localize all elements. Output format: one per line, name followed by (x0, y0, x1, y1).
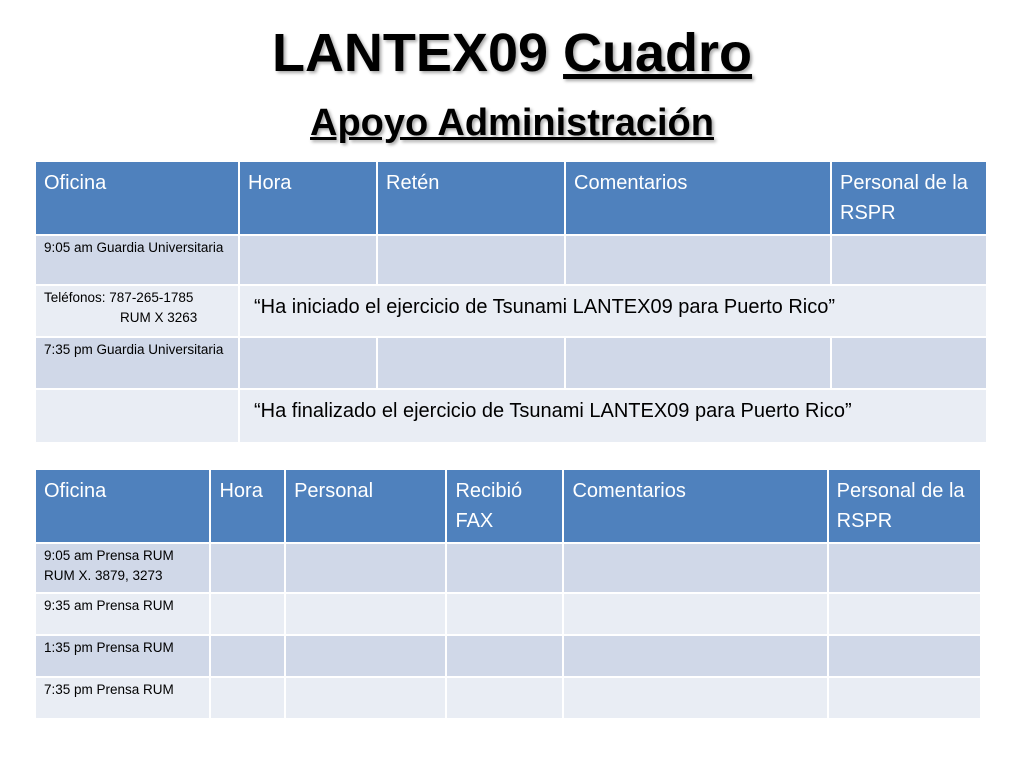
cell-reten (378, 338, 564, 388)
table-row (36, 636, 980, 676)
cell-recibio-fax (447, 678, 562, 718)
table-row (36, 236, 986, 284)
title-cuadro: Cuadro (563, 23, 753, 83)
cell-personal (286, 636, 445, 676)
cell-personal (286, 544, 445, 592)
header-reten: Retén (378, 162, 564, 234)
header-personal-rspr: Personal de la RSPR (829, 470, 980, 542)
cell-personal-rspr (829, 678, 980, 718)
table-row (36, 390, 986, 442)
cell-comentarios (564, 678, 826, 718)
header-personal: Personal (286, 470, 445, 542)
header-recibio-fax: Recibió FAX (447, 470, 562, 542)
page-title (0, 22, 1024, 84)
table-row (36, 544, 980, 592)
header-comentarios: Comentarios (566, 162, 830, 234)
cell-hora (240, 236, 376, 284)
cell-oficina: 7:35 pm Guardia Universitaria (36, 338, 238, 388)
header-oficina: Oficina (36, 162, 238, 234)
cell-comentarios (564, 594, 826, 634)
title-lantex: LANTEX09 (271, 23, 549, 83)
table-row (36, 338, 986, 388)
header-oficina: Oficina (36, 470, 209, 542)
page-subtitle: Apoyo Administración (310, 102, 714, 144)
cell-recibio-fax (447, 594, 562, 634)
cell-personal-rspr (832, 338, 986, 388)
telefonos-text: Teléfonos: 787-265-1785 (44, 290, 194, 305)
table-row (36, 594, 980, 634)
header-hora: Hora (240, 162, 376, 234)
cell-comentarios (566, 236, 830, 284)
cell-personal (286, 594, 445, 634)
extension-text: RUM X 3263 (120, 310, 198, 325)
cell-recibio-fax (447, 544, 562, 592)
cell-oficina: 1:35 pm Prensa RUM (36, 636, 209, 676)
cell-personal-rspr (829, 544, 980, 592)
table-row (36, 286, 986, 336)
cell-oficina: 9:35 am Prensa RUM (36, 594, 209, 634)
end-message: “Ha finalizado el ejercicio de Tsunami LANTEX09 para Puerto Rico” (240, 390, 986, 442)
cell-reten (378, 236, 564, 284)
cell-hora (211, 594, 284, 634)
cell-comentarios (564, 636, 826, 676)
cell-personal (286, 678, 445, 718)
cell-oficina (36, 390, 238, 442)
cell-oficina (36, 286, 238, 336)
cell-hora (211, 678, 284, 718)
prensa-table (34, 468, 982, 720)
cell-comentarios (566, 338, 830, 388)
table-row (36, 678, 980, 718)
cell-personal-rspr (829, 594, 980, 634)
cell-hora (240, 338, 376, 388)
cell-oficina: 9:05 am Guardia Universitaria (36, 236, 238, 284)
cell-personal-rspr (832, 236, 986, 284)
start-message: “Ha iniciado el ejercicio de Tsunami LANTEX09 para Puerto Rico” (240, 286, 986, 336)
header-personal-rspr: Personal de la RSPR (832, 162, 986, 234)
header-comentarios: Comentarios (564, 470, 826, 542)
cell-hora (211, 544, 284, 592)
cell-oficina: 7:35 pm Prensa RUM (36, 678, 209, 718)
cell-recibio-fax (447, 636, 562, 676)
cell-comentarios (564, 544, 826, 592)
cell-personal-rspr (829, 636, 980, 676)
cell-oficina (36, 544, 209, 592)
guardia-table (34, 160, 988, 444)
prensa-extension-text: RUM X. 3879, 3273 (44, 568, 163, 583)
prensa-time-text: 9:05 am Prensa RUM (44, 548, 174, 563)
cell-hora (211, 636, 284, 676)
header-hora: Hora (211, 470, 284, 542)
